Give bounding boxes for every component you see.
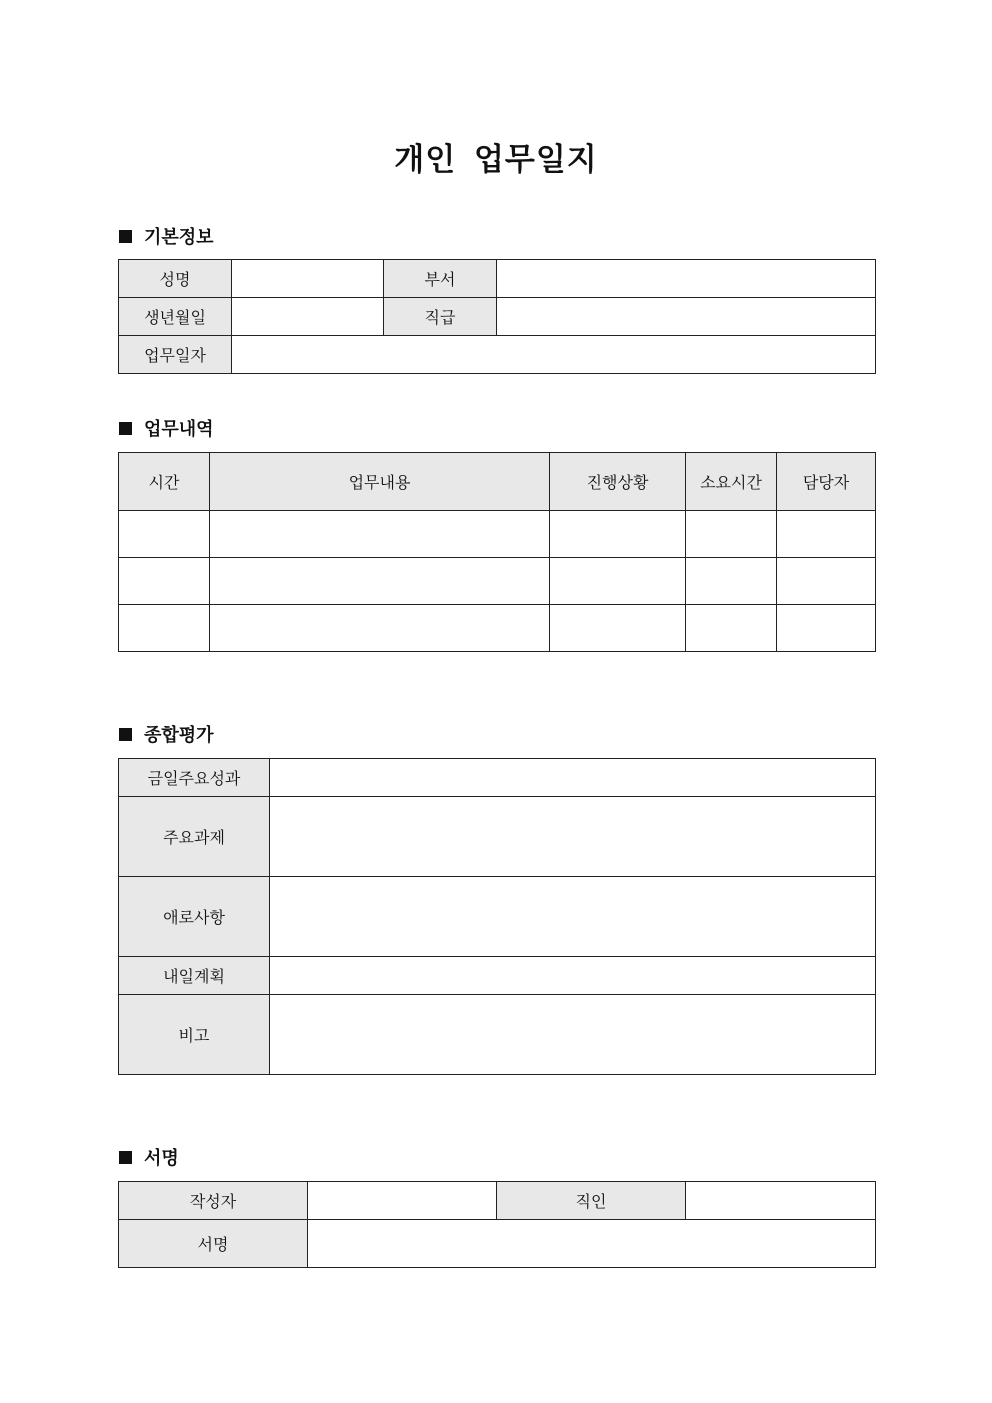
position-field[interactable] <box>497 298 876 336</box>
duration-cell[interactable] <box>686 558 777 605</box>
label-issues: 애로사항 <box>119 877 270 957</box>
progress-cell[interactable] <box>550 605 686 652</box>
progress-cell[interactable] <box>550 511 686 558</box>
writer-field[interactable] <box>308 1182 497 1220</box>
column-header-time: 시간 <box>119 453 210 511</box>
label-work-date: 업무일자 <box>119 336 232 374</box>
content-cell[interactable] <box>210 605 550 652</box>
duration-cell[interactable] <box>686 511 777 558</box>
label-writer: 작성자 <box>119 1182 308 1220</box>
birth-field[interactable] <box>232 298 384 336</box>
page-title: 개인 업무일지 <box>394 142 598 178</box>
label-note: 비고 <box>119 995 270 1075</box>
tomorrow-plan-field[interactable] <box>270 957 876 995</box>
content-cell[interactable] <box>210 558 550 605</box>
column-header-progress: 진행상황 <box>550 453 686 511</box>
section-basic-title: 기본정보 <box>144 227 214 248</box>
owner-cell[interactable] <box>777 511 876 558</box>
label-birth: 생년월일 <box>119 298 232 336</box>
section-basic-heading <box>119 223 214 249</box>
label-signature: 서명 <box>119 1220 308 1268</box>
department-field[interactable] <box>497 260 876 298</box>
label-department: 부서 <box>384 260 497 298</box>
column-header-duration: 소요시간 <box>686 453 777 511</box>
square-bullet-icon <box>119 728 132 741</box>
section-evaluation-heading <box>119 721 214 747</box>
table-row <box>119 558 876 605</box>
table-row <box>119 511 876 558</box>
time-cell[interactable] <box>119 511 210 558</box>
section-evaluation-title: 종합평가 <box>144 725 214 746</box>
work-date-field[interactable] <box>232 336 876 374</box>
note-field[interactable] <box>270 995 876 1075</box>
owner-cell[interactable] <box>777 605 876 652</box>
main-task-field[interactable] <box>270 797 876 877</box>
column-header-content: 업무내용 <box>210 453 550 511</box>
content-cell[interactable] <box>210 511 550 558</box>
achievement-field[interactable] <box>270 759 876 797</box>
section-signature-heading <box>119 1144 179 1170</box>
section-tasks-heading <box>119 415 214 441</box>
label-main-task: 주요과제 <box>119 797 270 877</box>
label-achievement: 금일주요성과 <box>119 759 270 797</box>
label-seal: 직인 <box>497 1182 686 1220</box>
table-row <box>119 605 876 652</box>
time-cell[interactable] <box>119 605 210 652</box>
signature-field[interactable] <box>308 1220 876 1268</box>
square-bullet-icon <box>119 422 132 435</box>
duration-cell[interactable] <box>686 605 777 652</box>
seal-field[interactable] <box>686 1182 876 1220</box>
label-tomorrow-plan: 내일계획 <box>119 957 270 995</box>
column-header-owner: 담당자 <box>777 453 876 511</box>
issues-field[interactable] <box>270 877 876 957</box>
label-name: 성명 <box>119 260 232 298</box>
label-position: 직급 <box>384 298 497 336</box>
name-field[interactable] <box>232 260 384 298</box>
progress-cell[interactable] <box>550 558 686 605</box>
time-cell[interactable] <box>119 558 210 605</box>
square-bullet-icon <box>119 230 132 243</box>
owner-cell[interactable] <box>777 558 876 605</box>
section-tasks-title: 업무내역 <box>144 419 214 440</box>
basic-info-table <box>118 259 876 374</box>
evaluation-table <box>118 758 876 1075</box>
task-table <box>118 452 876 652</box>
square-bullet-icon <box>119 1151 132 1164</box>
section-signature-title: 서명 <box>144 1148 179 1169</box>
signature-table <box>118 1181 876 1268</box>
